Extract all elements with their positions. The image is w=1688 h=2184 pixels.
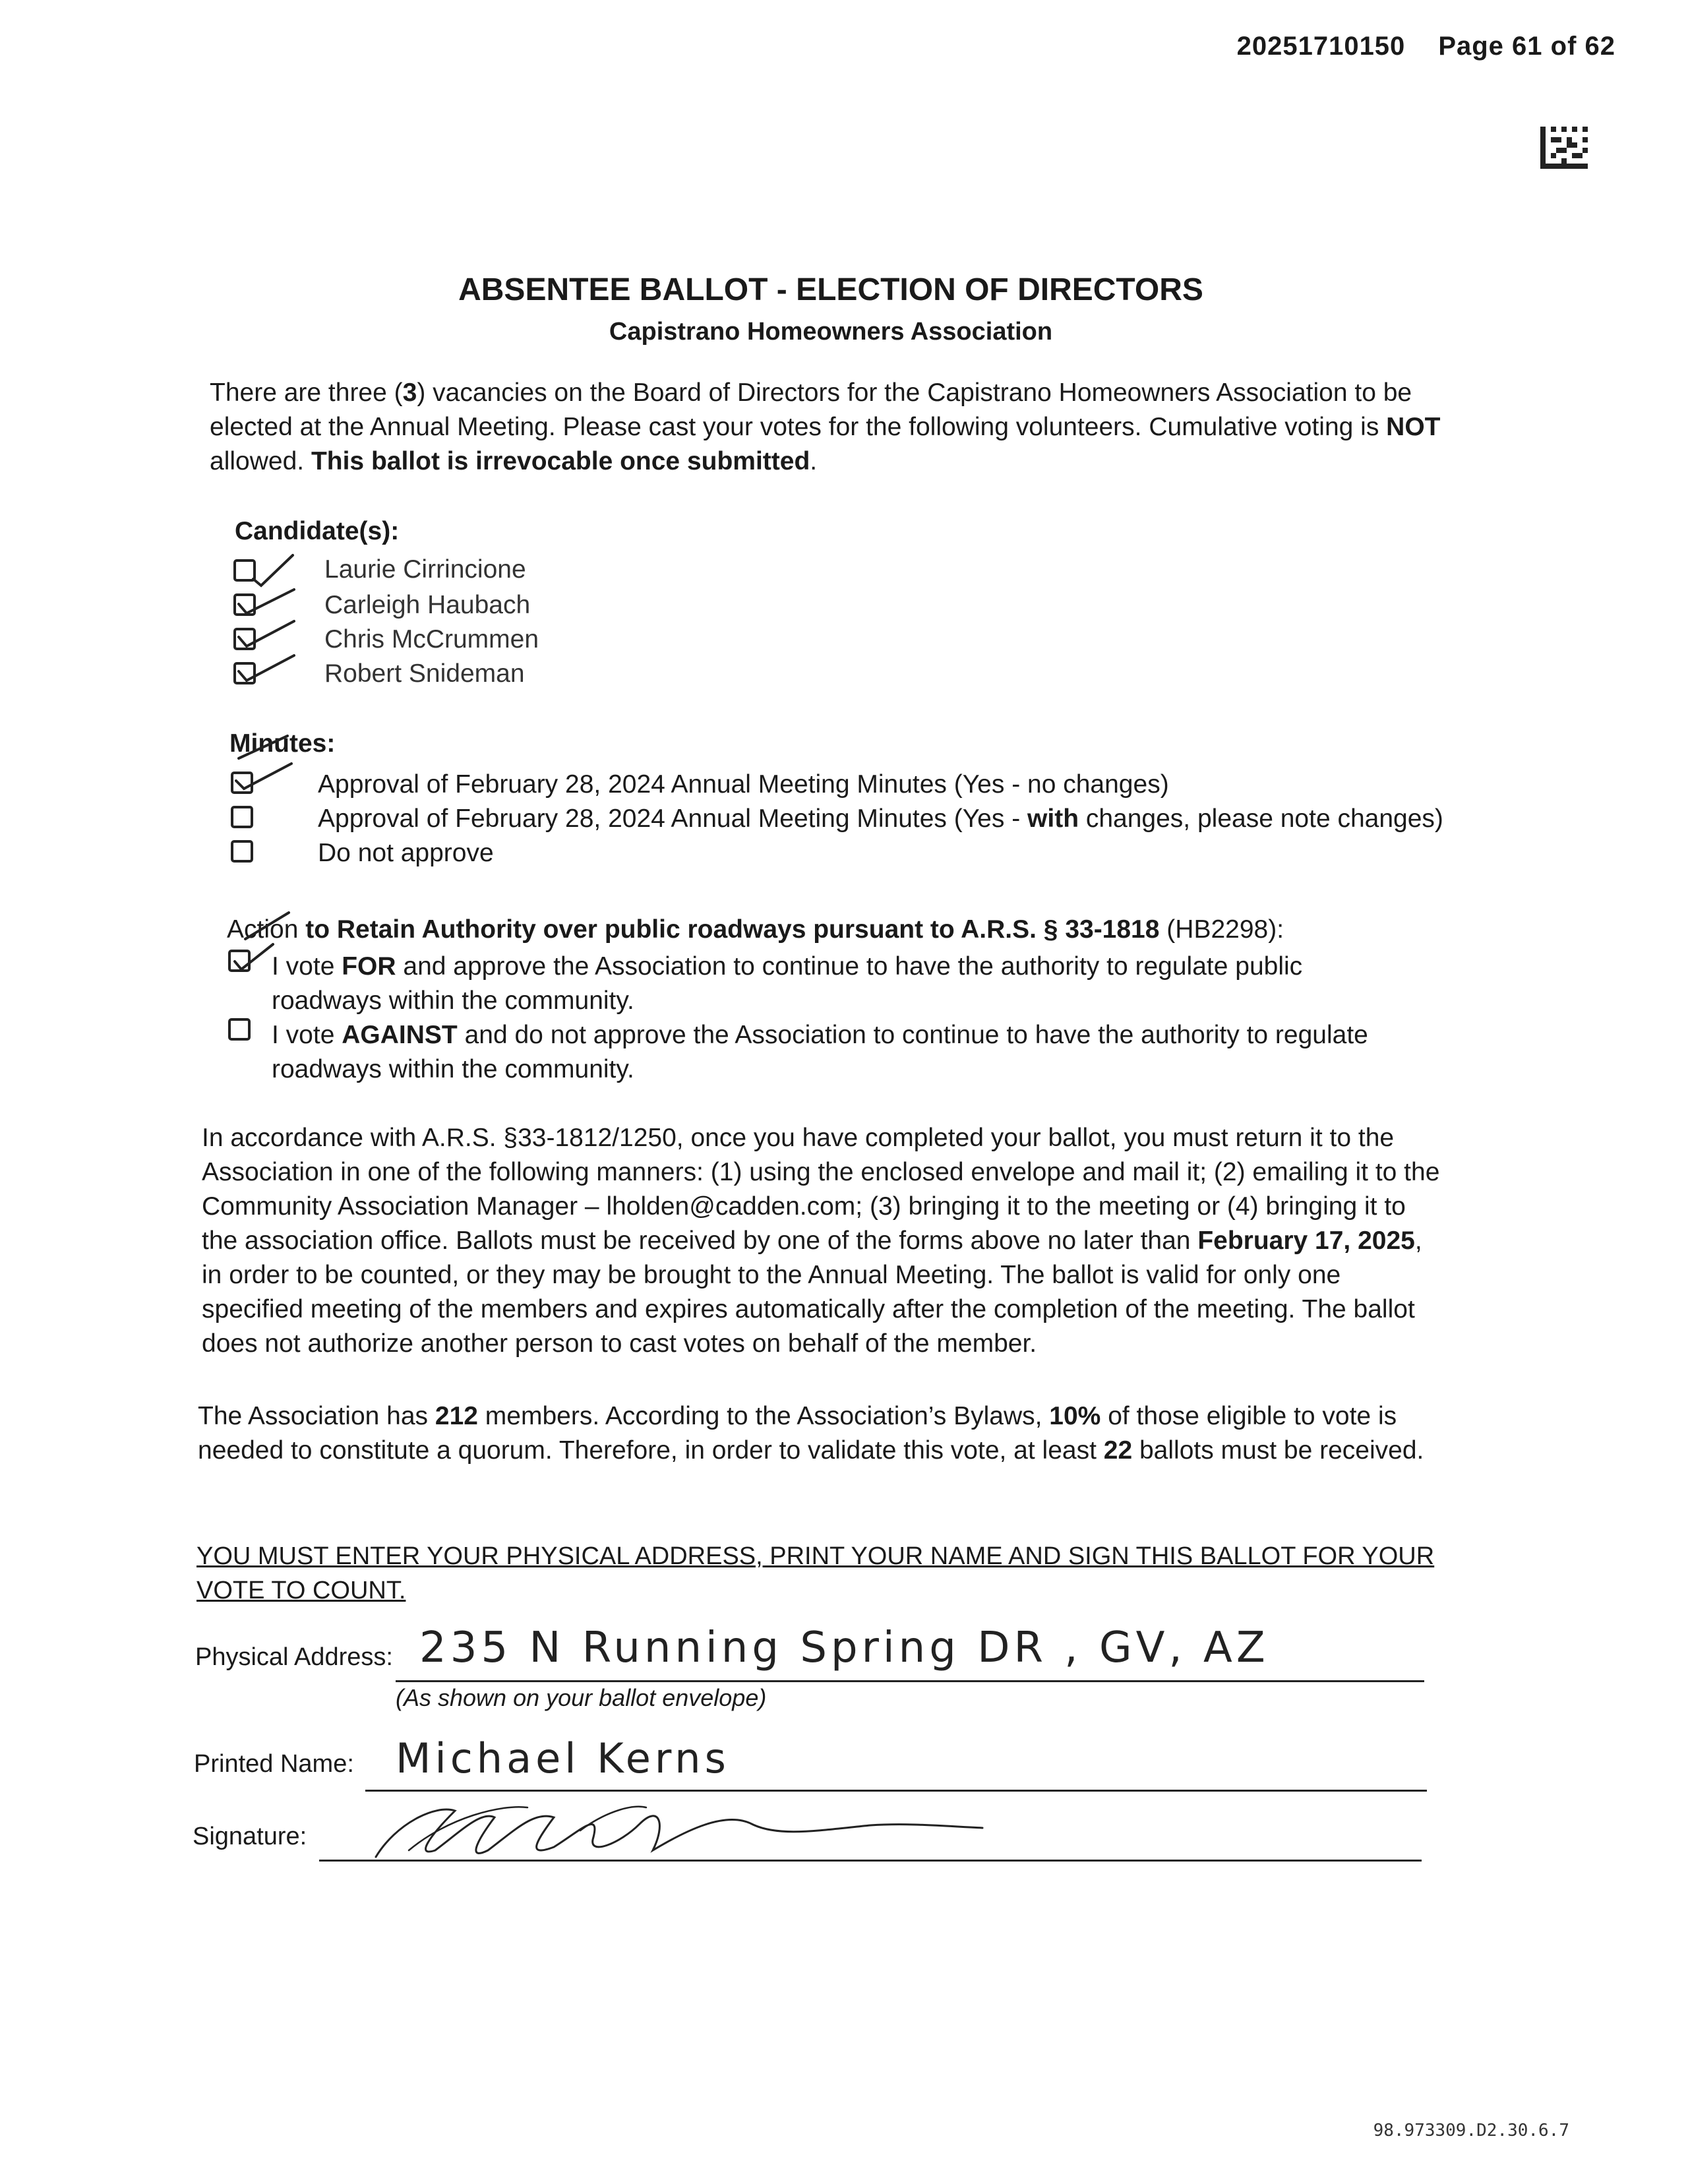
footer-code: 98.973309.D2.30.6.7 bbox=[1373, 2121, 1569, 2140]
signature-label: Signature: bbox=[193, 1823, 307, 1850]
checkmark-icon bbox=[232, 758, 298, 801]
signature-scribble[interactable] bbox=[356, 1784, 1002, 1870]
document-header bbox=[1237, 32, 1615, 61]
checkmark-icon bbox=[243, 910, 295, 943]
minutes-checkbox[interactable] bbox=[231, 806, 253, 828]
return-instructions: In accordance with A.R.S. §33-1812/1250, once you have completed your ballot, you must return it to the Association in one of the following manners: (1) using the enclosed envelope and mail it; (2) emailing it to the Community Association Manager – lholden@cadden.com; (3) bringing it to the meeting or (4) bringing it to the association office. Ballots must be received by one of the forms above no later than February 17, 2025, in order to be counted, or they may be brought to the Annual Meeting. The ballot is valid for only one specified meeting of the members and expires automatically after the completion of the meeting. The ballot does not authorize another person to cast votes on behalf of the member. bbox=[202, 1124, 1440, 1358]
quorum-paragraph: The Association has 212 members. According to the Association’s Bylaws, 10% of those eligible to vote is needed to constitute a quorum. Therefore, in order to validate this vote, at least 22 ballots must be received. bbox=[198, 1402, 1424, 1465]
minutes-checkbox[interactable] bbox=[231, 840, 253, 863]
address-value[interactable]: 235 N Running Spring DR , GV, AZ bbox=[419, 1623, 1269, 1672]
action-label: Action to Retain Authority over public roadways pursuant to A.R.S. § 33-1818 (HB2298): bbox=[227, 915, 1284, 944]
candidate-name: Robert Snideman bbox=[324, 659, 525, 688]
address-note: (As shown on your ballot envelope) bbox=[396, 1684, 767, 1711]
address-line bbox=[396, 1680, 1424, 1682]
candidate-name: Laurie Cirrincione bbox=[324, 555, 526, 584]
candidate-name: Carleigh Haubach bbox=[324, 591, 531, 619]
intro-paragraph: There are three (3) vacancies on the Board of Directors for the Capistrano Homeowners Association to be elected at the Annual Meeting. Please cast your votes for the following volunteers. Cumulative voting is NOT allowed. This ballot is irrevocable once submitted. bbox=[210, 379, 1441, 475]
printed-name-label: Printed Name: bbox=[194, 1750, 354, 1778]
address-label: Physical Address: bbox=[195, 1643, 393, 1671]
candidates-label: Candidate(s): bbox=[235, 517, 400, 545]
ballot-subtitle: Capistrano Homeowners Association bbox=[609, 318, 1053, 346]
page-label: Page 61 of 62 bbox=[1438, 32, 1615, 61]
signature-instruction: YOU MUST ENTER YOUR PHYSICAL ADDRESS, PRINT YOUR NAME AND SIGN THIS BALLOT FOR YOUR VOTE TO COUNT. bbox=[196, 1542, 1435, 1604]
ballot-title: ABSENTEE BALLOT - ELECTION OF DIRECTORS bbox=[458, 272, 1203, 307]
minutes-option: Approval of February 28, 2024 Annual Meeting Minutes (Yes - with changes, please note changes) bbox=[318, 804, 1443, 833]
candidate-name: Chris McCrummen bbox=[324, 625, 539, 653]
document-number: 20251710150 bbox=[1236, 32, 1406, 61]
signature-line bbox=[319, 1860, 1422, 1862]
minutes-option: Do not approve bbox=[318, 839, 494, 867]
minutes-label: Minutes: bbox=[229, 729, 336, 758]
printed-name-value[interactable]: Michael Kerns bbox=[396, 1734, 730, 1782]
checkmark-icon bbox=[235, 650, 301, 692]
action-checkbox[interactable] bbox=[228, 1018, 251, 1041]
minutes-option: Approval of February 28, 2024 Annual Meeting Minutes (Yes - no changes) bbox=[318, 770, 1169, 799]
action-option-for: I vote FOR and approve the Association to continue to have the authority to regulate public roadways within the community. bbox=[272, 952, 1303, 1015]
action-option-against: I vote AGAINST and do not approve the Association to continue to have the authority to regulate roadways within the community. bbox=[272, 1021, 1368, 1083]
barcode-icon bbox=[1540, 127, 1588, 169]
